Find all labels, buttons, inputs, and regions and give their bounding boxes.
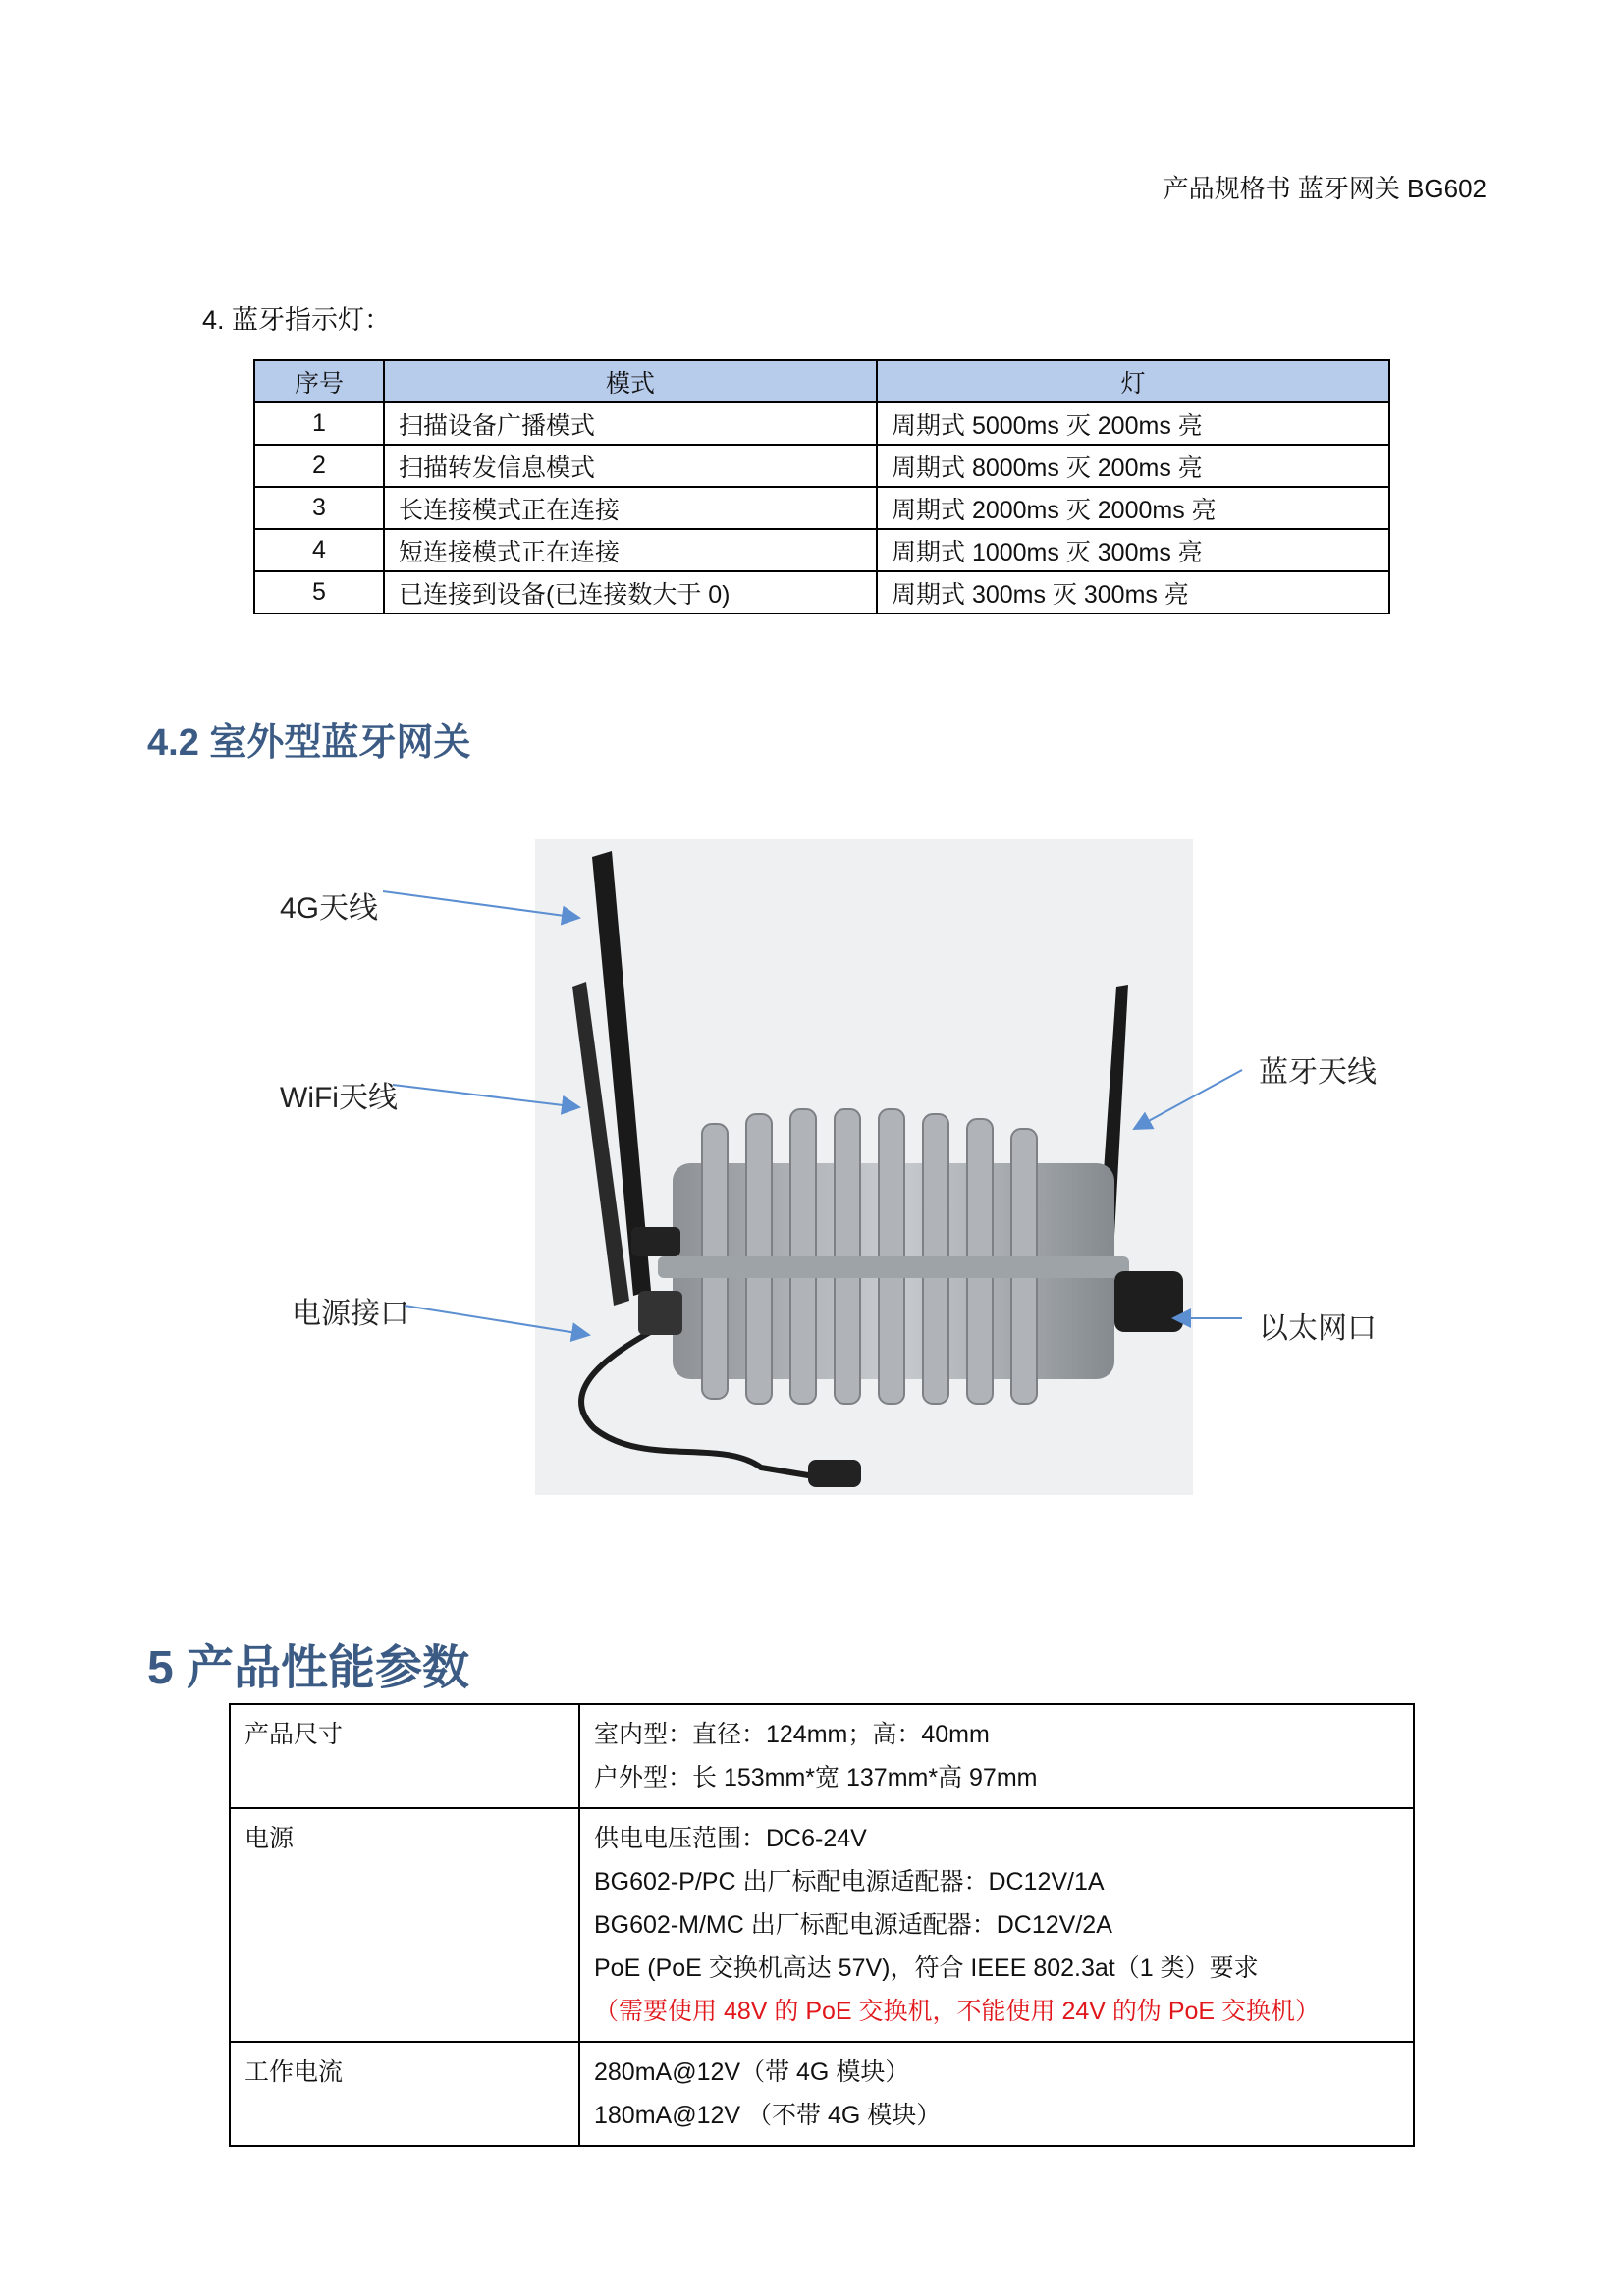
- bt-led-table: [253, 359, 1390, 614]
- col-header-light: 灯: [877, 360, 1389, 402]
- gateway-photo: [535, 839, 1193, 1495]
- cell-light: 周期式 1000ms 灭 300ms 亮: [877, 529, 1389, 571]
- cell-mode: 扫描转发信息模式: [384, 445, 877, 487]
- section-5-title: 5 产品性能参数: [147, 1642, 470, 1694]
- cell-mode: 扫描设备广播模式: [384, 402, 877, 445]
- spec-line: PoE (PoE 交换机高达 57V)，符合 IEEE 802.3at（1 类）要求: [594, 1954, 1259, 1982]
- spec-line: BG602-M/MC 出厂标配电源适配器：DC12V/2A: [594, 1911, 1112, 1939]
- cell-light: 周期式 5000ms 灭 200ms 亮: [877, 402, 1389, 445]
- spec-key: 电源: [230, 1808, 579, 2042]
- table-row: [230, 1704, 1414, 1808]
- spec-value: [579, 2042, 1414, 2146]
- cell-index: 1: [254, 402, 384, 445]
- table-row: [254, 402, 1389, 445]
- antenna-connector: [631, 1227, 680, 1256]
- power-connector: [638, 1291, 682, 1335]
- cell-index: 2: [254, 445, 384, 487]
- dc-plug: [808, 1460, 861, 1487]
- spec-value: [579, 1704, 1414, 1808]
- cell-light: 周期式 2000ms 灭 2000ms 亮: [877, 487, 1389, 529]
- gateway-illustration: [535, 839, 1193, 1495]
- cell-index: 4: [254, 529, 384, 571]
- spec-key: 产品尺寸: [230, 1704, 579, 1808]
- ethernet-gland: [1114, 1271, 1183, 1332]
- cell-light: 周期式 300ms 灭 300ms 亮: [877, 571, 1389, 614]
- table-row: [230, 2042, 1414, 2146]
- cell-light: 周期式 8000ms 灭 200ms 亮: [877, 445, 1389, 487]
- bt-led-title: 4. 蓝牙指示灯：: [202, 305, 392, 335]
- label-ethernet-port: 以太网口: [1259, 1312, 1377, 1345]
- section-4-2-title: 4.2 室外型蓝牙网关: [147, 722, 471, 764]
- table-row: [254, 571, 1389, 614]
- spec-line: BG602-P/PC 出厂标配电源适配器：DC12V/1A: [594, 1868, 1105, 1896]
- page-header: 产品规格书 蓝牙网关 BG602: [1163, 174, 1487, 203]
- spec-warning-note: （需要使用 48V 的 PoE 交换机，不能使用 24V 的伪 PoE 交换机）: [594, 1998, 1321, 2025]
- label-4g-antenna: 4G天线: [280, 892, 379, 925]
- table-header-row: [254, 360, 1389, 402]
- cell-index: 3: [254, 487, 384, 529]
- spec-table: [229, 1703, 1415, 2147]
- spec-value: [579, 1808, 1414, 2042]
- spec-line: 室内型：直径：124mm；高：40mm: [594, 1721, 990, 1748]
- label-wifi-antenna: WiFi天线: [280, 1082, 398, 1114]
- table-row: [230, 1808, 1414, 2042]
- cell-mode: 短连接模式正在连接: [384, 529, 877, 571]
- spec-line: 户外型：长 153mm*宽 137mm*高 97mm: [594, 1764, 1038, 1791]
- col-header-mode: 模式: [384, 360, 877, 402]
- table-row: [254, 487, 1389, 529]
- label-power-port: 电源接口: [292, 1298, 409, 1330]
- spec-line: 180mA@12V （不带 4G 模块）: [594, 2102, 942, 2129]
- label-bt-antenna: 蓝牙天线: [1259, 1056, 1377, 1089]
- spec-line: 供电电压范围：DC6-24V: [594, 1825, 867, 1852]
- spec-key: 工作电流: [230, 2042, 579, 2146]
- housing-seam: [658, 1256, 1129, 1278]
- cell-mode: 已连接到设备(已连接数大于 0): [384, 571, 877, 614]
- table-row: [254, 445, 1389, 487]
- spec-line: 280mA@12V（带 4G 模块）: [594, 2058, 910, 2086]
- table-row: [254, 529, 1389, 571]
- cell-mode: 长连接模式正在连接: [384, 487, 877, 529]
- col-header-index: 序号: [254, 360, 384, 402]
- cell-index: 5: [254, 571, 384, 614]
